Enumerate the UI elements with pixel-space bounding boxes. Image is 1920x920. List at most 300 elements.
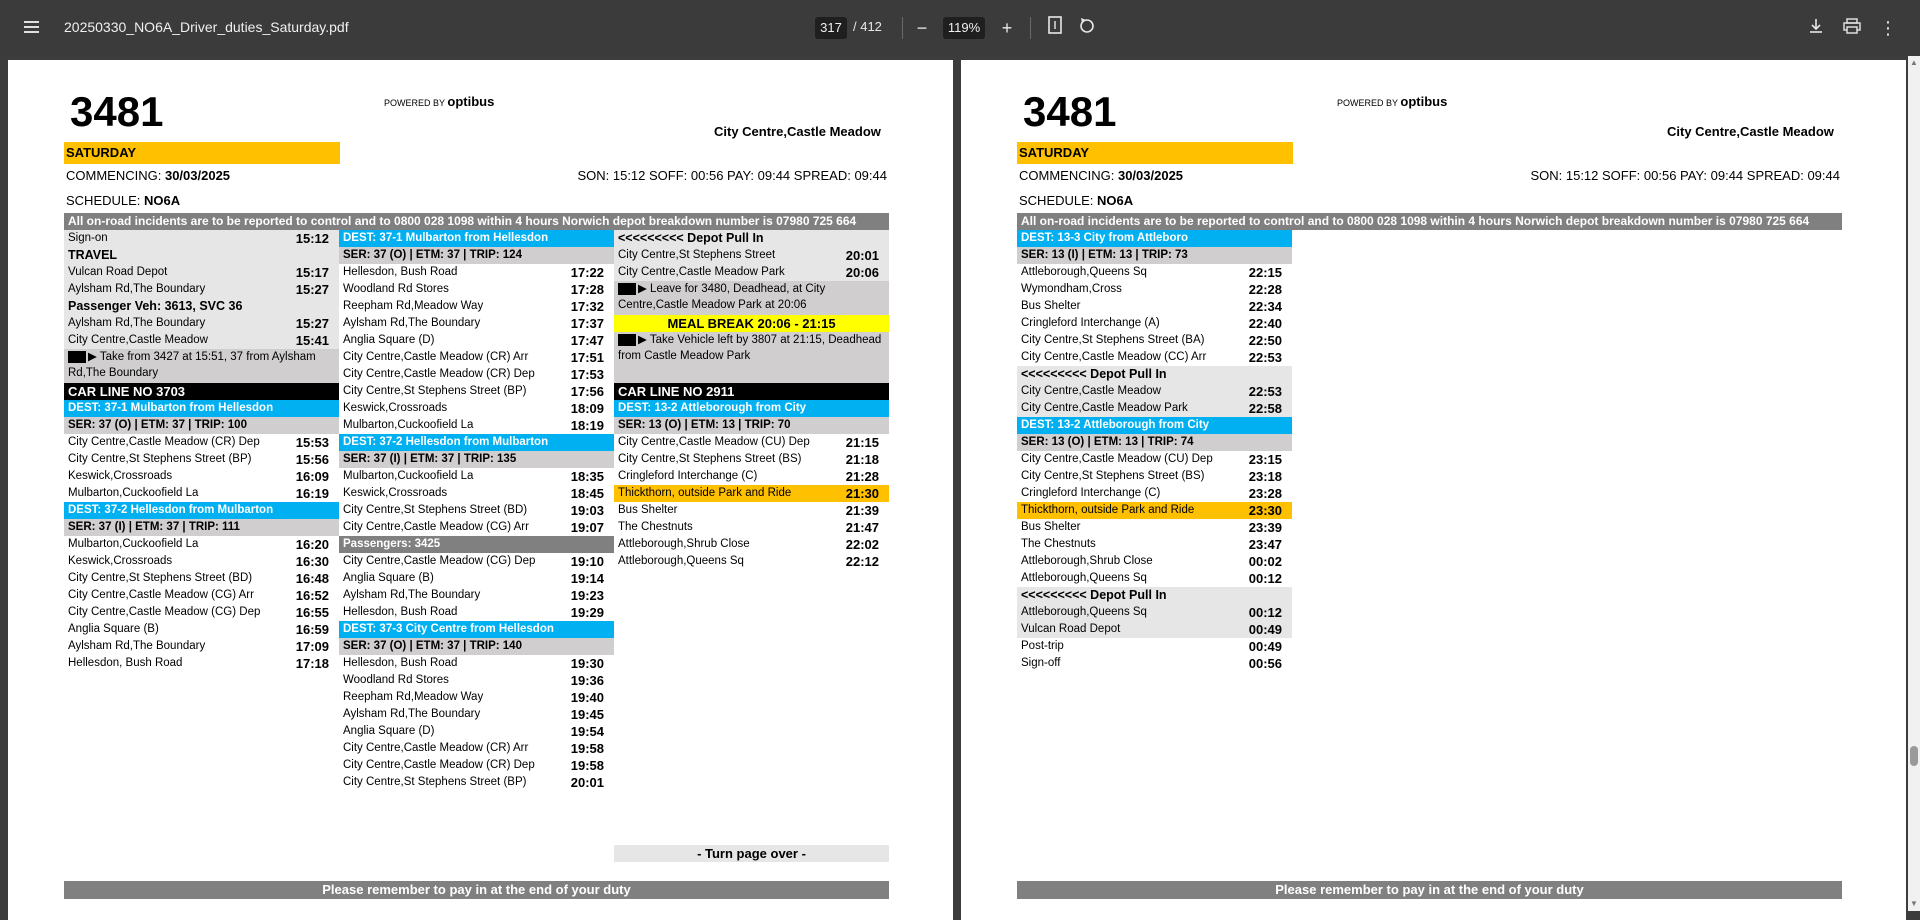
duty-row xyxy=(614,434,889,451)
stop-name: <<<<<<<<< Depot Pull In xyxy=(1021,367,1167,381)
duty-row xyxy=(614,247,889,264)
stop-time: 00:12 xyxy=(1248,571,1282,586)
stop-name: Reepham Rd,Meadow Way xyxy=(343,691,484,703)
stop-name: City Centre,Castle Meadow (CG) Dep xyxy=(343,555,536,567)
scrollbar-thumb[interactable] xyxy=(1910,746,1918,766)
commencing-label: COMMENCING: xyxy=(66,168,162,183)
stop-time: 19:36 xyxy=(570,673,604,688)
stop-name: SER: 37 (I) | ETM: 37 | TRIP: 111 xyxy=(68,521,240,533)
stop-name: Attleborough,Shrub Close xyxy=(1021,555,1153,567)
duty-row xyxy=(339,502,614,519)
stop-name: DEST: 13-3 City from Attleboro xyxy=(1021,232,1188,244)
stop-time: 21:18 xyxy=(845,452,879,467)
stop-time: 18:19 xyxy=(570,418,604,433)
stop-name: City Centre,St Stephens Street (BA) xyxy=(1021,334,1205,346)
stop-time: 22:28 xyxy=(1248,282,1282,297)
stop-time: 23:18 xyxy=(1248,469,1282,484)
stop-name: Attleborough,Queens Sq xyxy=(618,555,744,567)
duty-row xyxy=(339,298,614,315)
duty-row xyxy=(1017,638,1292,655)
stop-time: 19:07 xyxy=(570,520,604,535)
pdf-toolbar xyxy=(0,0,1920,56)
stop-time: 17:53 xyxy=(570,367,604,382)
stop-time: 22:02 xyxy=(845,537,879,552)
stop-name: City Centre,Castle Meadow (CR) Dep xyxy=(68,436,260,448)
duty-row xyxy=(614,230,889,247)
zoom-input[interactable]: 119% xyxy=(943,17,985,39)
destination-header xyxy=(339,621,614,638)
page-total: / 412 xyxy=(853,19,882,34)
duty-row xyxy=(1017,621,1292,638)
duty-row xyxy=(1017,536,1292,553)
stop-time: 15:56 xyxy=(295,452,329,467)
play-arrow-icon: ▶ xyxy=(88,351,100,363)
stop-time: 15:12 xyxy=(295,231,329,246)
rotate-icon[interactable] xyxy=(1075,16,1099,40)
duty-row xyxy=(614,536,889,553)
duty-row xyxy=(339,570,614,587)
stop-name: City Centre,St Stephens Street (BP) xyxy=(68,453,252,465)
stop-time: 16:30 xyxy=(295,554,329,569)
stop-name: Aylsham Rd,The Boundary xyxy=(343,589,481,601)
duty-row xyxy=(339,689,614,706)
stop-name: The Chestnuts xyxy=(1021,538,1096,550)
schedule-code: NO6A xyxy=(144,193,181,208)
powered-by-label: POWERED BY xyxy=(384,98,445,108)
stop-name: SER: 37 (O) | ETM: 37 | TRIP: 140 xyxy=(343,640,522,652)
stop-time: 17:32 xyxy=(570,299,604,314)
scroll-down-icon[interactable]: ▼ xyxy=(1910,899,1918,908)
stop-name: Vulcan Road Depot xyxy=(1021,623,1121,635)
incident-notice: All on-road incidents are to be reported to control and to 0800 028 1098 within 4 hours Norwich depot breakdown number is 07980 725 664 xyxy=(1017,213,1842,230)
stop-name: Anglia Square (D) xyxy=(343,334,435,346)
stop-name: SER: 37 (O) | ETM: 37 | TRIP: 124 xyxy=(343,249,522,261)
duty-row xyxy=(64,349,339,383)
stop-name: MEAL BREAK 20:06 - 21:15 xyxy=(667,316,836,331)
car-line-header xyxy=(614,383,889,400)
duty-row xyxy=(339,315,614,332)
stop-name: Mulbarton,Cuckoofield La xyxy=(343,419,474,431)
stop-name: City Centre,Castle Meadow Park xyxy=(1021,402,1188,414)
stop-name: <<<<<<<<< Depot Pull In xyxy=(1021,588,1167,602)
stop-time: 22:34 xyxy=(1248,299,1282,314)
stop-name: City Centre,Castle Meadow (CG) Arr xyxy=(68,589,254,601)
stop-name: Vulcan Road Depot xyxy=(68,266,168,278)
play-arrow-icon: ▶ xyxy=(638,283,651,295)
stop-name: Mulbarton,Cuckoofield La xyxy=(343,470,474,482)
commencing xyxy=(66,168,230,183)
duty-row xyxy=(64,587,339,604)
stop-name: City Centre,Castle Meadow (CU) Dep xyxy=(618,436,810,448)
stop-time: 19:58 xyxy=(570,758,604,773)
stop-time: 20:06 xyxy=(845,265,879,280)
stop-name: City Centre,Castle Meadow (CG) Arr xyxy=(343,521,529,533)
duty-row xyxy=(339,655,614,672)
duty-row xyxy=(339,281,614,298)
stop-time: 19:10 xyxy=(570,554,604,569)
stop-time: 16:20 xyxy=(295,537,329,552)
duty-row xyxy=(614,332,889,383)
print-icon[interactable] xyxy=(1840,16,1864,40)
pdf-page-317 xyxy=(8,60,953,920)
duty-row xyxy=(339,757,614,774)
stop-name: Leave for 3480, Deadhead, at City Centre,Castle Meadow Park at 20:06 xyxy=(618,283,826,311)
stop-name: City Centre,St Stephens Street (BD) xyxy=(68,572,253,584)
brand-logo: optibus xyxy=(447,94,495,109)
stop-time: 15:27 xyxy=(295,282,329,297)
service-header xyxy=(339,247,614,264)
schedule xyxy=(1019,193,1133,208)
duty-row xyxy=(614,485,889,502)
meal-break xyxy=(614,315,889,332)
powered-by xyxy=(384,94,494,109)
stop-name: SER: 13 (O) | ETM: 13 | TRIP: 74 xyxy=(1021,436,1194,448)
duty-row xyxy=(339,536,614,553)
stop-time: 23:30 xyxy=(1248,503,1282,518)
duty-row xyxy=(64,468,339,485)
duty-row xyxy=(339,332,614,349)
stop-name: Hellesdon, Bush Road xyxy=(343,266,458,278)
stop-name: City Centre,Castle Meadow (CG) Dep xyxy=(68,606,261,618)
stop-name: Keswick,Crossroads xyxy=(68,555,173,567)
stop-time: 19:30 xyxy=(570,656,604,671)
duty-row xyxy=(64,655,339,672)
duty-row xyxy=(1017,451,1292,468)
stop-name: City Centre,Castle Meadow xyxy=(1021,385,1161,397)
schedule-label: SCHEDULE: xyxy=(66,193,141,208)
duty-row xyxy=(339,383,614,400)
duty-row xyxy=(1017,315,1292,332)
stop-name: Passenger Veh: 3613, SVC 36 xyxy=(68,299,243,313)
stop-name: Hellesdon, Bush Road xyxy=(68,657,183,669)
duty-column-3 xyxy=(614,230,889,570)
stop-name: City Centre,St Stephens Street (BD) xyxy=(343,504,528,516)
stop-name: Attleborough,Queens Sq xyxy=(1021,606,1147,618)
duty-row xyxy=(64,451,339,468)
redacted-block-icon xyxy=(618,334,636,346)
stop-name: Aylsham Rd,The Boundary xyxy=(343,317,481,329)
stop-time: 21:47 xyxy=(845,520,879,535)
duty-row xyxy=(1017,281,1292,298)
more-icon[interactable]: ⋮ xyxy=(1879,18,1897,38)
duty-row xyxy=(64,281,339,298)
stop-time: 20:01 xyxy=(570,775,604,790)
stop-name: <<<<<<<<< Depot Pull In xyxy=(618,231,764,245)
commencing-label: COMMENCING: xyxy=(1019,168,1115,183)
stop-name: Aylsham Rd,The Boundary xyxy=(343,708,481,720)
duty-row xyxy=(1017,485,1292,502)
duty-row xyxy=(1017,298,1292,315)
stop-name: Post-trip xyxy=(1021,640,1064,652)
stop-time: 22:12 xyxy=(845,554,879,569)
stop-time: 00:49 xyxy=(1248,639,1282,654)
stop-name: DEST: 13-2 Attleborough from City xyxy=(1021,419,1210,431)
duty-row xyxy=(1017,502,1292,519)
duty-row xyxy=(339,366,614,383)
toolbar-divider xyxy=(902,17,903,39)
duty-row xyxy=(339,723,614,740)
stop-name: CAR LINE NO 3703 xyxy=(68,384,186,399)
stop-name: DEST: 37-2 Hellesdon from Mulbarton xyxy=(68,504,274,516)
service-header xyxy=(1017,434,1292,451)
stop-name: Cringleford Interchange (C) xyxy=(1021,487,1161,499)
stop-name: Keswick,Crossroads xyxy=(343,487,448,499)
duty-row xyxy=(64,434,339,451)
stop-name: Keswick,Crossroads xyxy=(68,470,173,482)
duty-row xyxy=(64,638,339,655)
stop-time: 22:53 xyxy=(1248,350,1282,365)
stop-time: 16:55 xyxy=(295,605,329,620)
stop-time: 17:51 xyxy=(570,350,604,365)
duty-row xyxy=(339,485,614,502)
stop-time: 19:03 xyxy=(570,503,604,518)
stop-time: 15:53 xyxy=(295,435,329,450)
duty-row xyxy=(339,417,614,434)
stop-name: Thickthorn, outside Park and Ride xyxy=(618,487,792,499)
duty-row xyxy=(64,570,339,587)
duty-row xyxy=(64,485,339,502)
stop-name: Aylsham Rd,The Boundary xyxy=(68,283,206,295)
stop-time: 17:37 xyxy=(570,316,604,331)
stop-name: DEST: 13-2 Attleborough from City xyxy=(618,402,807,414)
zoom-out-icon[interactable]: − xyxy=(916,18,928,38)
stop-time: 23:47 xyxy=(1248,537,1282,552)
pay-in-footer: Please remember to pay in at the end of your duty xyxy=(1017,881,1842,899)
stop-time: 21:30 xyxy=(845,486,879,501)
toolbar-divider xyxy=(1030,17,1031,39)
redacted-block-icon xyxy=(68,351,86,363)
stop-name: Bus Shelter xyxy=(1021,521,1081,533)
commencing-date: 30/03/2025 xyxy=(164,168,231,183)
duty-row xyxy=(339,553,614,570)
stop-time: 23:39 xyxy=(1248,520,1282,535)
stop-name: Thickthorn, outside Park and Ride xyxy=(1021,504,1195,516)
stop-time: 22:15 xyxy=(1248,265,1282,280)
stop-name: SER: 13 (I) | ETM: 13 | TRIP: 73 xyxy=(1021,249,1188,261)
scroll-up-icon[interactable]: ▲ xyxy=(1910,58,1918,67)
stop-time: 23:15 xyxy=(1248,452,1282,467)
duty-row xyxy=(614,468,889,485)
duty-row xyxy=(614,553,889,570)
duty-row xyxy=(339,400,614,417)
duty-row xyxy=(339,774,614,791)
destination-header xyxy=(1017,230,1292,247)
stop-name: City Centre,St Stephens Street (BS) xyxy=(1021,470,1205,482)
stop-name: City Centre,St Stephens Street (BP) xyxy=(343,385,527,397)
incident-notice: All on-road incidents are to be reported to control and to 0800 028 1098 within 4 hours Norwich depot breakdown number is 07980 725 664 xyxy=(64,213,889,230)
duty-row xyxy=(1017,519,1292,536)
page-number-input[interactable]: 317 xyxy=(815,17,847,39)
vertical-scrollbar[interactable] xyxy=(1908,56,1920,911)
stop-time: 23:28 xyxy=(1248,486,1282,501)
stop-name: TRAVEL xyxy=(68,248,118,262)
stop-name: Woodland Rd Stores xyxy=(343,674,449,686)
duty-row xyxy=(64,247,339,264)
duty-row xyxy=(1017,264,1292,281)
stop-name: Reepham Rd,Meadow Way xyxy=(343,300,484,312)
duty-number: 3481 xyxy=(70,88,164,135)
stop-time: 19:14 xyxy=(570,571,604,586)
stop-time: 00:56 xyxy=(1248,656,1282,671)
duty-row xyxy=(339,349,614,366)
stop-time: 22:40 xyxy=(1248,316,1282,331)
stop-name: Anglia Square (D) xyxy=(343,725,435,737)
stop-time: 16:59 xyxy=(295,622,329,637)
stop-name: City Centre,Castle Meadow (CR) Dep xyxy=(343,368,535,380)
stop-name: Attleborough,Shrub Close xyxy=(618,538,750,550)
play-arrow-icon: ▶ xyxy=(638,334,650,346)
stop-name: Anglia Square (B) xyxy=(68,623,159,635)
stop-name: DEST: 37-1 Mulbarton from Hellesdon xyxy=(343,232,549,244)
stop-name: City Centre,Castle Meadow Park xyxy=(618,266,785,278)
stop-name: Wymondham,Cross xyxy=(1021,283,1122,295)
stop-time: 19:58 xyxy=(570,741,604,756)
schedule xyxy=(66,193,180,208)
duty-row xyxy=(339,519,614,536)
service-header xyxy=(1017,247,1292,264)
stop-name: SER: 37 (I) | ETM: 37 | TRIP: 135 xyxy=(343,453,517,465)
duty-row xyxy=(64,230,339,247)
powered-by-label: POWERED BY xyxy=(1337,98,1398,108)
destination-header xyxy=(614,400,889,417)
stop-time: 22:50 xyxy=(1248,333,1282,348)
stop-name: Aylsham Rd,The Boundary xyxy=(68,317,206,329)
stop-time: 17:56 xyxy=(570,384,604,399)
redacted-block-icon xyxy=(618,283,636,295)
stop-name: Hellesdon, Bush Road xyxy=(343,606,458,618)
stop-time: 17:28 xyxy=(570,282,604,297)
duty-row xyxy=(339,264,614,281)
stop-time: 16:09 xyxy=(295,469,329,484)
stop-name: Passengers: 3425 xyxy=(343,538,441,550)
stop-name: Sign-on xyxy=(68,232,108,244)
stop-time: 15:17 xyxy=(295,265,329,280)
duty-row xyxy=(614,451,889,468)
location: City Centre,Castle Meadow xyxy=(1667,124,1834,139)
duty-row xyxy=(614,502,889,519)
stop-name: Bus Shelter xyxy=(1021,300,1081,312)
stop-name: SER: 37 (O) | ETM: 37 | TRIP: 100 xyxy=(68,419,247,431)
stop-name: Anglia Square (B) xyxy=(343,572,434,584)
stop-time: 16:52 xyxy=(295,588,329,603)
stop-name: Woodland Rd Stores xyxy=(343,283,449,295)
stop-name: Aylsham Rd,The Boundary xyxy=(68,640,206,652)
duty-row xyxy=(1017,349,1292,366)
stop-time: 16:48 xyxy=(295,571,329,586)
stop-name: Mulbarton,Cuckoofield La xyxy=(68,538,199,550)
duty-row xyxy=(64,332,339,349)
stop-time: 20:01 xyxy=(845,248,879,263)
stop-time: 00:12 xyxy=(1248,605,1282,620)
location: City Centre,Castle Meadow xyxy=(714,124,881,139)
stop-name: Take from 3427 at 15:51, 37 from Aylsham Rd,The Boundary xyxy=(68,351,316,379)
stop-name: City Centre,Castle Meadow xyxy=(68,334,208,346)
stop-time: 19:54 xyxy=(570,724,604,739)
stop-time: 19:23 xyxy=(570,588,604,603)
duty-row xyxy=(614,519,889,536)
zoom-in-icon[interactable]: + xyxy=(1001,18,1013,38)
stop-name: City Centre,St Stephens Street (BS) xyxy=(618,453,802,465)
duty-column-1 xyxy=(1017,230,1292,672)
duty-row xyxy=(1017,400,1292,417)
stop-time: 19:45 xyxy=(570,707,604,722)
service-header xyxy=(339,638,614,655)
stop-name: City Centre,Castle Meadow (CR) Arr xyxy=(343,742,529,754)
stop-time: 22:58 xyxy=(1248,401,1282,416)
duty-row xyxy=(64,604,339,621)
destination-header xyxy=(339,434,614,451)
document-viewer[interactable] xyxy=(0,56,1920,911)
destination-header xyxy=(64,502,339,519)
brand-logo: optibus xyxy=(1400,94,1448,109)
stop-name: Hellesdon, Bush Road xyxy=(343,657,458,669)
stop-name: Cringleford Interchange (A) xyxy=(1021,317,1160,329)
stop-name: Bus Shelter xyxy=(618,504,678,516)
day-label: SATURDAY xyxy=(64,142,340,164)
destination-header xyxy=(339,230,614,247)
stop-name: DEST: 37-2 Hellesdon from Mulbarton xyxy=(343,436,549,448)
duty-row xyxy=(1017,332,1292,349)
stop-time: 21:15 xyxy=(845,435,879,450)
destination-header xyxy=(64,400,339,417)
duty-row xyxy=(1017,383,1292,400)
powered-by xyxy=(1337,94,1447,109)
stop-time: 17:22 xyxy=(570,265,604,280)
duty-row xyxy=(1017,366,1292,383)
duty-row xyxy=(339,587,614,604)
duty-row xyxy=(339,468,614,485)
stop-time: 16:19 xyxy=(295,486,329,501)
service-header xyxy=(614,417,889,434)
stop-name: Attleborough,Queens Sq xyxy=(1021,266,1147,278)
fit-page-icon[interactable] xyxy=(1043,16,1067,40)
duty-row xyxy=(64,264,339,281)
duty-row xyxy=(64,298,339,315)
stop-time: 18:09 xyxy=(570,401,604,416)
download-icon[interactable] xyxy=(1804,16,1828,40)
stop-name: DEST: 37-1 Mulbarton from Hellesdon xyxy=(68,402,274,414)
duty-row xyxy=(614,281,889,315)
duty-row xyxy=(1017,570,1292,587)
stop-name: The Chestnuts xyxy=(618,521,693,533)
stop-name: Attleborough,Queens Sq xyxy=(1021,572,1147,584)
duty-row xyxy=(64,621,339,638)
destination-header xyxy=(1017,417,1292,434)
duty-row xyxy=(64,553,339,570)
stop-time: 17:18 xyxy=(295,656,329,671)
stop-time: 18:35 xyxy=(570,469,604,484)
stop-name: Cringleford Interchange (C) xyxy=(618,470,758,482)
duty-row xyxy=(1017,655,1292,672)
stop-time: 18:45 xyxy=(570,486,604,501)
duty-row xyxy=(1017,604,1292,621)
stop-name: City Centre,Castle Meadow (CU) Dep xyxy=(1021,453,1213,465)
stop-time: 15:27 xyxy=(295,316,329,331)
stop-time: 19:40 xyxy=(570,690,604,705)
stop-time: 21:28 xyxy=(845,469,879,484)
pdf-page-318 xyxy=(961,60,1906,920)
stop-time: 17:09 xyxy=(295,639,329,654)
car-line-header xyxy=(64,383,339,400)
duty-column-2 xyxy=(339,230,614,791)
menu-icon[interactable] xyxy=(22,18,42,38)
commencing-date: 30/03/2025 xyxy=(1117,168,1184,183)
duty-row xyxy=(339,604,614,621)
duty-column-1 xyxy=(64,230,339,672)
stop-time: 15:41 xyxy=(295,333,329,348)
duty-summary: SON: 15:12 SOFF: 00:56 PAY: 09:44 SPREAD: 09:44 xyxy=(577,168,887,183)
stop-name: Take Vehicle left by 3807 at 21:15, Deadhead from Castle Meadow Park xyxy=(618,334,882,362)
